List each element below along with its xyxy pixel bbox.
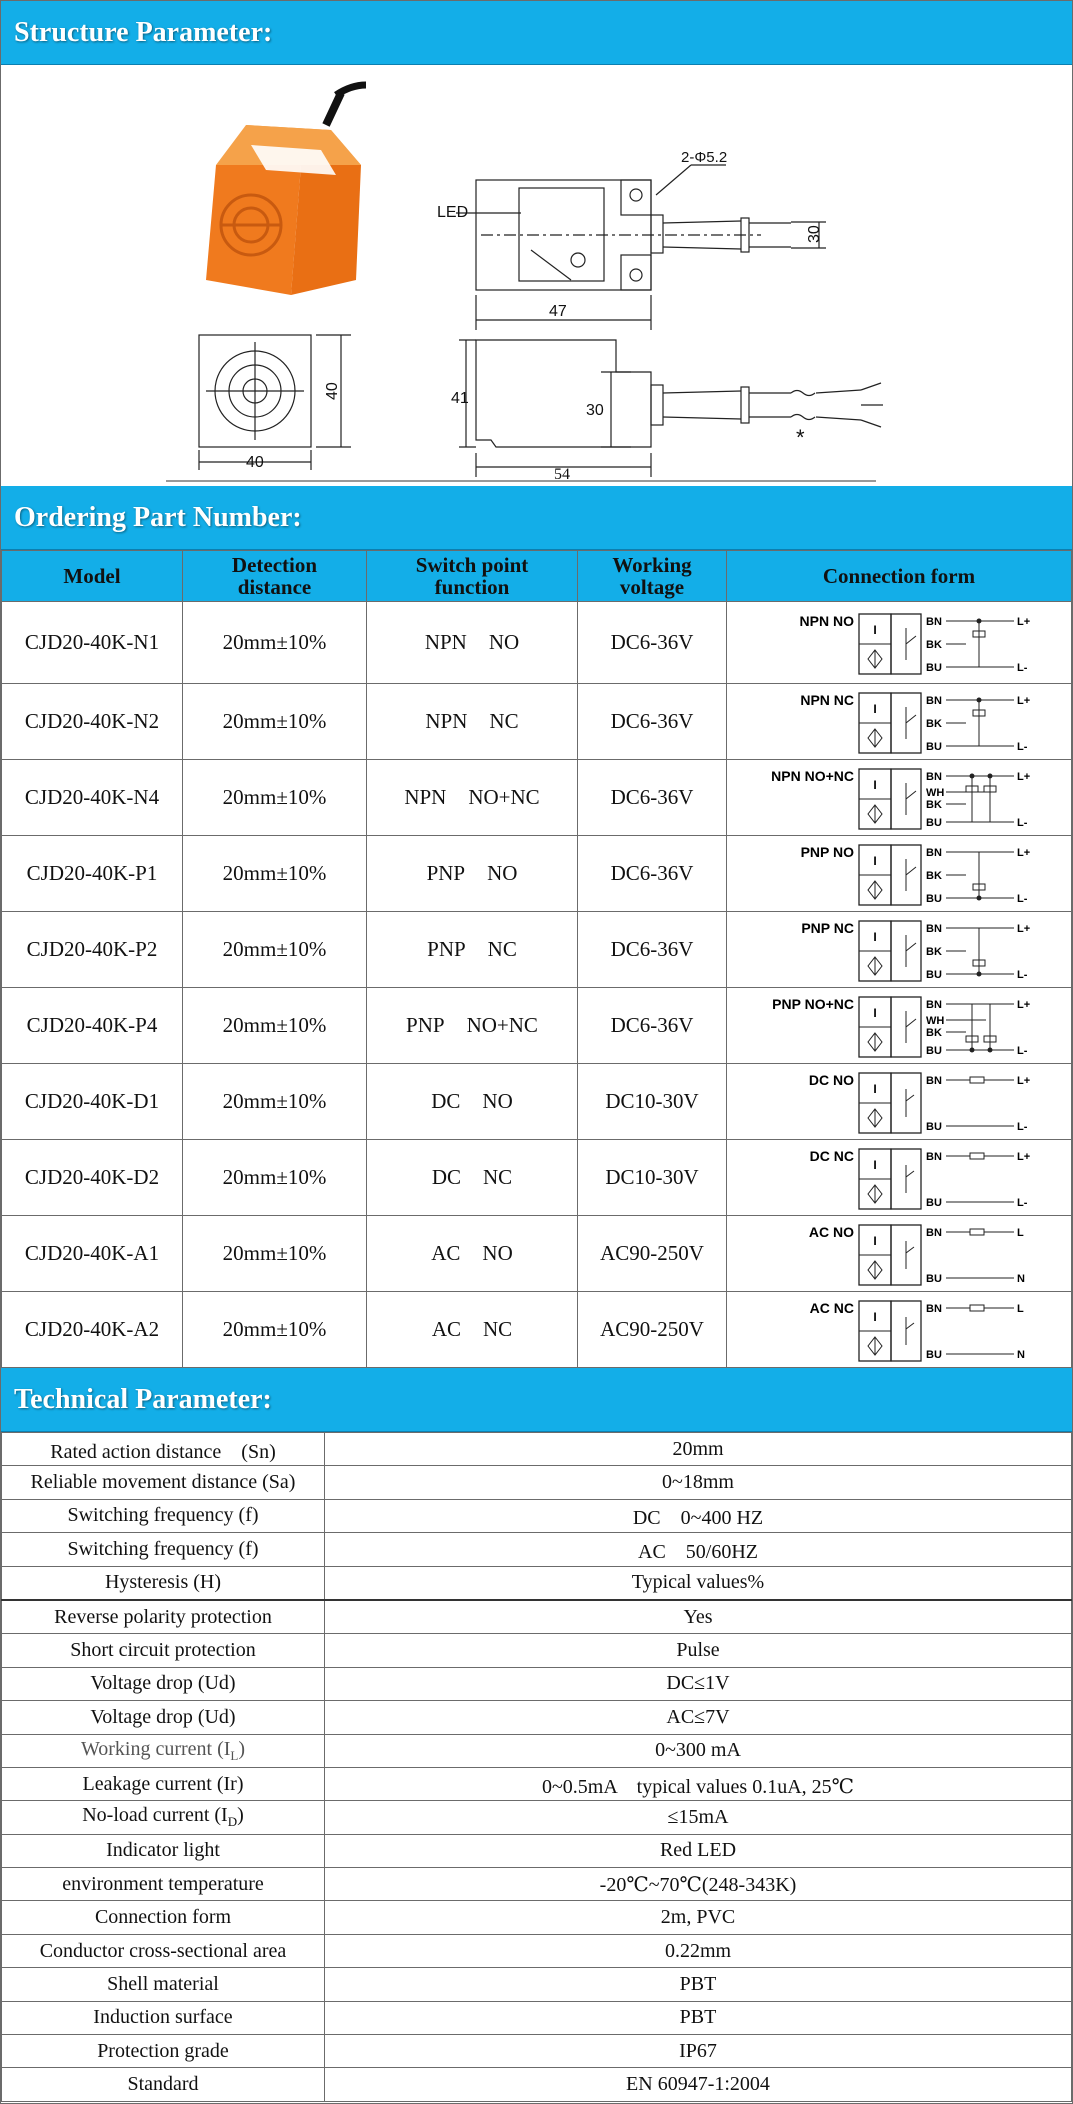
- wire-bn-label: BN: [926, 770, 942, 783]
- terminal-plus-label: L+: [1017, 694, 1031, 707]
- diagram-title: AC NC: [809, 1299, 854, 1316]
- header-model: Model: [2, 551, 183, 602]
- switch-function: NC: [483, 1165, 513, 1189]
- param-label-cell: [2, 1834, 325, 1867]
- dimension-drawings: [1, 65, 1072, 486]
- param-label-cell: [2, 1533, 325, 1566]
- wire-bk-label: BK: [926, 638, 942, 651]
- voltage-cell: DC6-36V: [578, 836, 727, 912]
- distance-cell: 20mm±10%: [183, 760, 367, 836]
- technical-row: [2, 1767, 1072, 1800]
- function-cell: [367, 760, 578, 836]
- sensor-i-label: I: [873, 1157, 877, 1172]
- technical-row: [2, 1667, 1072, 1700]
- wire-wh-label: WH: [926, 786, 945, 799]
- function-cell: [367, 602, 578, 684]
- ordering-row: [2, 1140, 1072, 1216]
- wire-wh-label: WH: [926, 1014, 945, 1027]
- param-label-cell: [2, 1634, 325, 1667]
- wire-bn-label: BN: [926, 1226, 942, 1239]
- technical-row: [2, 1901, 1072, 1934]
- sensor-i-label: I: [873, 1005, 877, 1020]
- param-value-cell: IP67: [325, 2035, 1072, 2068]
- wire-bk-label: BK: [926, 1026, 942, 1039]
- param-label-text: Voltage drop (Ud): [90, 1705, 236, 1728]
- diagram-title: NPN NO: [799, 612, 854, 629]
- technical-row: [2, 2001, 1072, 2034]
- technical-row: [2, 1600, 1072, 1634]
- voltage-cell: AC90-250V: [578, 1216, 727, 1292]
- param-label-cell: [2, 1466, 325, 1499]
- top-view-drawing: [456, 165, 826, 330]
- switch-function: NO+NC: [466, 1013, 538, 1037]
- output-type: NPN: [404, 785, 447, 809]
- terminal-plus-label: L+: [1017, 1074, 1031, 1087]
- function-cell: [367, 684, 578, 760]
- distance-cell: 20mm±10%: [183, 1140, 367, 1216]
- side-height-30-label: 30: [586, 402, 604, 419]
- connection-cell: [727, 760, 1072, 836]
- param-value-cell: 0~300 mA: [325, 1734, 1072, 1767]
- function-cell: [367, 1064, 578, 1140]
- param-value-cell: -20℃~70℃(248-343K): [325, 1868, 1072, 1901]
- param-value-cell: AC 50/60HZ: [325, 1533, 1072, 1566]
- ordering-row: [2, 1292, 1072, 1368]
- function-cell: [367, 912, 578, 988]
- technical-row: [2, 2035, 1072, 2068]
- param-label-text: Protection grade: [97, 2039, 229, 2062]
- param-label-text: Reliable movement distance (Sa): [30, 1471, 296, 1494]
- hole-dimension-label: 2-Φ5.2: [681, 149, 728, 166]
- switch-function: NO+NC: [468, 785, 540, 809]
- param-label-text: Conductor cross-sectional area: [39, 1939, 287, 1962]
- ordering-table: [1, 550, 1072, 1368]
- terminal-plus-label: L+: [1017, 846, 1031, 859]
- param-label-text: Rated action distance (Sn): [50, 1440, 276, 1463]
- param-value-cell: DC≤1V: [325, 1667, 1072, 1700]
- distance-cell: 20mm±10%: [183, 1216, 367, 1292]
- param-label-text: Voltage drop (Ud): [90, 1672, 236, 1695]
- header-voltage-line1: Working: [612, 553, 692, 577]
- terminal-minus-label: N: [1017, 1272, 1025, 1285]
- param-value-cell: 0~18mm: [325, 1466, 1072, 1499]
- ordering-header-row: [2, 551, 1072, 602]
- header-voltage-line2: voltage: [619, 575, 685, 599]
- distance-cell: 20mm±10%: [183, 1064, 367, 1140]
- param-label-cell: [2, 1499, 325, 1532]
- wire-bu-label: BU: [926, 740, 942, 753]
- param-label-cell: [2, 1701, 325, 1734]
- ordering-row: [2, 836, 1072, 912]
- ordering-part-number-header: Ordering Part Number:: [1, 486, 1072, 550]
- param-value-cell: Yes: [325, 1600, 1072, 1634]
- side-height-41-label: 41: [451, 390, 469, 407]
- diagram-title: NPN NC: [800, 691, 854, 708]
- wire-bn-label: BN: [926, 998, 942, 1011]
- param-label-cell: [2, 1566, 325, 1600]
- wiring-diagram: [734, 837, 1064, 911]
- sensor-i-label: I: [873, 777, 877, 792]
- led-label: LED: [437, 204, 469, 221]
- technical-row: [2, 1801, 1072, 1834]
- front-view-drawing: [199, 335, 351, 470]
- technical-row: [2, 1634, 1072, 1667]
- ordering-row: [2, 1064, 1072, 1140]
- param-label-text: No-load current (I: [82, 1804, 228, 1827]
- technical-row: [2, 1533, 1072, 1566]
- wire-bn-label: BN: [926, 1150, 942, 1163]
- sensor-i-label: I: [873, 1233, 877, 1248]
- voltage-cell: DC10-30V: [578, 1064, 727, 1140]
- diagram-title: PNP NO+NC: [772, 995, 854, 1012]
- param-label-cell: [2, 2068, 325, 2101]
- wire-bu-label: BU: [926, 1272, 942, 1285]
- wire-bk-label: BK: [926, 798, 942, 811]
- height-30-label: 30: [806, 225, 823, 243]
- technical-table: [1, 1432, 1072, 2102]
- terminal-plus-label: L: [1017, 1302, 1024, 1315]
- ordering-row: [2, 1216, 1072, 1292]
- wire-bu-label: BU: [926, 661, 942, 674]
- wire-bn-label: BN: [926, 846, 942, 859]
- distance-cell: 20mm±10%: [183, 988, 367, 1064]
- param-value-cell: 20mm: [325, 1433, 1072, 1466]
- voltage-cell: DC6-36V: [578, 760, 727, 836]
- terminal-minus-label: L-: [1017, 816, 1028, 829]
- header-switch-point-function: [367, 551, 578, 602]
- header-switch-line2: function: [434, 575, 510, 599]
- connection-cell: [727, 1292, 1072, 1368]
- header-working-voltage: [578, 551, 727, 602]
- diagram-title: PNP NO: [800, 843, 854, 860]
- technical-row: [2, 1701, 1072, 1734]
- technical-row: [2, 1433, 1072, 1466]
- param-label-cell: [2, 1901, 325, 1934]
- param-label-sub: L: [230, 1747, 239, 1763]
- output-type: AC: [431, 1317, 461, 1341]
- function-cell: [367, 836, 578, 912]
- param-value-cell: 0~0.5mA typical values 0.1uA, 25℃: [325, 1767, 1072, 1800]
- param-label-text: Reverse polarity protection: [54, 1605, 272, 1628]
- ordering-row: [2, 760, 1072, 836]
- ordering-row: [2, 988, 1072, 1064]
- distance-cell: 20mm±10%: [183, 602, 367, 684]
- switch-function: NO: [487, 861, 518, 885]
- header-detection-line2: distance: [237, 575, 312, 599]
- param-value-cell: DC 0~400 HZ: [325, 1499, 1072, 1532]
- param-label-cell: [2, 1934, 325, 1967]
- param-label-text: Connection form: [94, 1906, 232, 1929]
- model-cell: CJD20-40K-P4: [2, 988, 183, 1064]
- wire-bu-label: BU: [926, 892, 942, 905]
- wiring-diagram: [734, 761, 1064, 835]
- wiring-diagram: [734, 606, 1064, 680]
- terminal-plus-label: L+: [1017, 615, 1031, 628]
- model-cell: CJD20-40K-N1: [2, 602, 183, 684]
- structure-drawings: [1, 65, 1072, 486]
- ordering-row: [2, 602, 1072, 684]
- width-47-label: 47: [549, 303, 567, 320]
- wiring-diagram: [734, 913, 1064, 987]
- technical-row: [2, 1566, 1072, 1600]
- wire-bn-label: BN: [926, 694, 942, 707]
- param-label-text: Standard: [127, 2073, 199, 2096]
- wiring-diagram: [734, 685, 1064, 759]
- function-cell: [367, 1292, 578, 1368]
- switch-function: NC: [487, 937, 517, 961]
- param-label-sub: D: [227, 1814, 238, 1830]
- wire-bn-label: BN: [926, 1302, 942, 1315]
- cable-note-star: *: [796, 425, 805, 450]
- switch-function: NO: [488, 630, 520, 654]
- diagram-title: DC NO: [808, 1071, 854, 1088]
- output-type: PNP: [427, 937, 466, 961]
- model-cell: CJD20-40K-P2: [2, 912, 183, 988]
- ordering-table-body: [2, 602, 1072, 1368]
- header-switch-line1: Switch point: [415, 553, 529, 577]
- param-label-text: Leakage current (Ir): [82, 1772, 244, 1795]
- param-value-cell: Pulse: [325, 1634, 1072, 1667]
- param-value-cell: 2m, PVC: [325, 1901, 1072, 1934]
- diagram-title: PNP NC: [801, 919, 854, 936]
- terminal-plus-label: L+: [1017, 1150, 1031, 1163]
- param-value-cell: 0.22mm: [325, 1934, 1072, 1967]
- wire-bu-label: BU: [926, 816, 942, 829]
- param-value-cell: PBT: [325, 2001, 1072, 2034]
- wire-bk-label: BK: [926, 717, 942, 730]
- terminal-plus-label: L: [1017, 1226, 1024, 1239]
- technical-row: [2, 1868, 1072, 1901]
- front-width-40-label: 40: [246, 454, 264, 471]
- technical-row: [2, 1734, 1072, 1767]
- output-type: DC: [431, 1165, 461, 1189]
- side-length-54-label: 54: [554, 466, 570, 483]
- terminal-minus-label: L-: [1017, 740, 1028, 753]
- technical-row: [2, 2068, 1072, 2101]
- terminal-minus-label: L-: [1017, 892, 1028, 905]
- function-cell: [367, 1140, 578, 1216]
- param-label-text: Working current (I: [80, 1737, 231, 1760]
- param-value-cell: EN 60947-1:2004: [325, 2068, 1072, 2101]
- terminal-minus-label: L-: [1017, 1044, 1028, 1057]
- output-type: PNP: [426, 861, 466, 885]
- model-cell: CJD20-40K-D2: [2, 1140, 183, 1216]
- wire-bk-label: BK: [926, 869, 942, 882]
- terminal-minus-label: L-: [1017, 1120, 1028, 1133]
- sensor-i-label: I: [873, 622, 877, 637]
- terminal-plus-label: L+: [1017, 770, 1031, 783]
- param-label-cell: [2, 1600, 325, 1634]
- connection-cell: [727, 1140, 1072, 1216]
- param-label-cell: [2, 1734, 325, 1767]
- param-label-end: ): [237, 1804, 244, 1827]
- param-value-cell: ≤15mA: [325, 1801, 1072, 1834]
- ordering-row: [2, 684, 1072, 760]
- header-connection-form: Connection form: [727, 551, 1072, 602]
- terminal-minus-label: L-: [1017, 968, 1028, 981]
- model-cell: CJD20-40K-N4: [2, 760, 183, 836]
- switch-function: NO: [482, 1241, 513, 1265]
- wire-bn-label: BN: [926, 922, 942, 935]
- sensor-i-label: I: [873, 929, 877, 944]
- model-cell: CJD20-40K-D1: [2, 1064, 183, 1140]
- connection-cell: [727, 1064, 1072, 1140]
- technical-row: [2, 1499, 1072, 1532]
- param-value-cell: Red LED: [325, 1834, 1072, 1867]
- wiring-diagram: [734, 1141, 1064, 1215]
- param-label-cell: [2, 2001, 325, 2034]
- output-type: NPN: [425, 709, 468, 733]
- param-label-cell: [2, 1767, 325, 1800]
- connection-cell: [727, 684, 1072, 760]
- sensor-i-label: I: [873, 853, 877, 868]
- param-label-cell: [2, 2035, 325, 2068]
- technical-parameter-header: Technical Parameter:: [1, 1368, 1072, 1432]
- distance-cell: 20mm±10%: [183, 1292, 367, 1368]
- output-type: PNP: [406, 1013, 445, 1037]
- wire-bn-label: BN: [926, 615, 942, 628]
- wiring-diagram: [734, 1065, 1064, 1139]
- function-cell: [367, 1216, 578, 1292]
- param-label-text: Indicator light: [106, 1839, 220, 1862]
- technical-row: [2, 1834, 1072, 1867]
- wire-bu-label: BU: [926, 1196, 942, 1209]
- wire-bk-label: BK: [926, 945, 942, 958]
- structure-parameter-header: Structure Parameter:: [1, 1, 1072, 65]
- distance-cell: 20mm±10%: [183, 912, 367, 988]
- param-label-cell: [2, 1868, 325, 1901]
- connection-cell: [727, 1216, 1072, 1292]
- model-cell: CJD20-40K-P1: [2, 836, 183, 912]
- param-label-cell: [2, 1433, 325, 1466]
- model-cell: CJD20-40K-A2: [2, 1292, 183, 1368]
- side-view-drawing: [166, 340, 883, 481]
- header-detection-distance: [183, 551, 367, 602]
- function-cell: [367, 988, 578, 1064]
- front-height-40-label: 40: [324, 382, 341, 400]
- voltage-cell: DC6-36V: [578, 684, 727, 760]
- technical-row: [2, 1934, 1072, 1967]
- wiring-diagram: [734, 1293, 1064, 1367]
- model-cell: CJD20-40K-N2: [2, 684, 183, 760]
- output-type: NPN: [424, 630, 467, 654]
- param-label-text: Induction surface: [93, 2006, 233, 2029]
- distance-cell: 20mm±10%: [183, 836, 367, 912]
- terminal-plus-label: L+: [1017, 922, 1031, 935]
- voltage-cell: DC10-30V: [578, 1140, 727, 1216]
- distance-cell: 20mm±10%: [183, 684, 367, 760]
- technical-row: [2, 1968, 1072, 2001]
- param-label-cell: [2, 1968, 325, 2001]
- param-label-text: Switching frequency (f): [67, 1504, 259, 1527]
- connection-cell: [727, 912, 1072, 988]
- technical-table-body: [2, 1433, 1072, 2102]
- param-value-cell: Typical values%: [325, 1566, 1072, 1600]
- wiring-diagram: [734, 989, 1064, 1063]
- wire-bu-label: BU: [926, 1348, 942, 1361]
- param-label-text: Shell material: [107, 1972, 219, 1995]
- param-label-text: Hysteresis (H): [104, 1571, 222, 1594]
- param-label-cell: [2, 1801, 325, 1834]
- voltage-cell: DC6-36V: [578, 988, 727, 1064]
- sensor-photo: [206, 85, 366, 295]
- terminal-minus-label: N: [1017, 1348, 1025, 1361]
- connection-cell: [727, 602, 1072, 684]
- switch-function: NC: [483, 1317, 513, 1341]
- terminal-plus-label: L+: [1017, 998, 1031, 1011]
- switch-function: NC: [489, 709, 519, 733]
- wire-bn-label: BN: [926, 1074, 942, 1087]
- diagram-title: NPN NO+NC: [771, 767, 854, 784]
- switch-function: NO: [482, 1089, 513, 1113]
- voltage-cell: AC90-250V: [578, 1292, 727, 1368]
- param-label-text: Short circuit protection: [70, 1639, 256, 1662]
- param-label-text: Switching frequency (f): [67, 1537, 259, 1560]
- sensor-i-label: I: [873, 701, 877, 716]
- output-type: DC: [431, 1089, 461, 1113]
- header-detection-line1: Detection: [231, 553, 318, 577]
- output-type: AC: [431, 1241, 461, 1265]
- wire-bu-label: BU: [926, 968, 942, 981]
- wire-bu-label: BU: [926, 1044, 942, 1057]
- technical-row: [2, 1466, 1072, 1499]
- terminal-minus-label: L-: [1017, 1196, 1028, 1209]
- param-label-text: environment temperature: [62, 1872, 264, 1895]
- param-label-end: ): [238, 1737, 246, 1760]
- voltage-cell: DC6-36V: [578, 912, 727, 988]
- connection-cell: [727, 988, 1072, 1064]
- ordering-row: [2, 912, 1072, 988]
- voltage-cell: DC6-36V: [578, 602, 727, 684]
- terminal-minus-label: L-: [1017, 661, 1028, 674]
- connection-cell: [727, 836, 1072, 912]
- wiring-diagram: [734, 1217, 1064, 1291]
- param-value-cell: PBT: [325, 1968, 1072, 2001]
- wire-bu-label: BU: [926, 1120, 942, 1133]
- param-label-cell: [2, 1667, 325, 1700]
- diagram-title: AC NO: [808, 1223, 854, 1240]
- sensor-i-label: I: [873, 1081, 877, 1096]
- diagram-title: DC NC: [809, 1147, 854, 1164]
- param-value-cell: AC≤7V: [325, 1701, 1072, 1734]
- model-cell: CJD20-40K-A1: [2, 1216, 183, 1292]
- sensor-i-label: I: [873, 1309, 877, 1324]
